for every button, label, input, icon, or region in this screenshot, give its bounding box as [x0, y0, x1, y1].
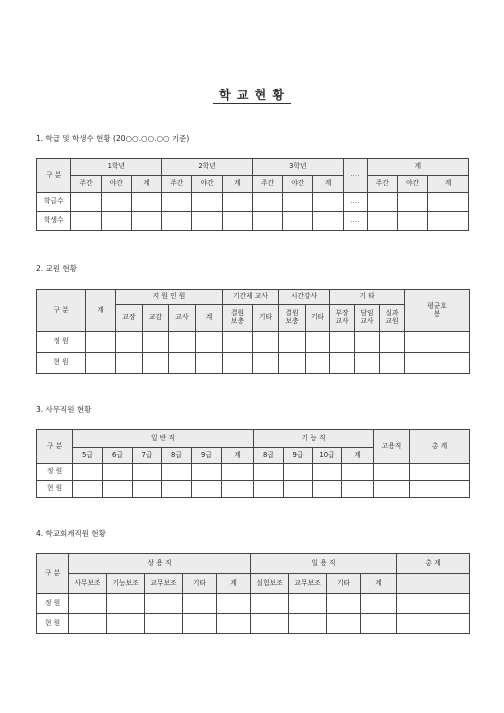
office-staff-table [36, 429, 470, 498]
s2-sub-homeroom: 담임교사 [355, 305, 380, 332]
s3-sub-7: 7급 [133, 448, 162, 464]
s2-sub-etc: 기타 [253, 305, 279, 332]
s4-sub-lab: 실험보조 [251, 574, 289, 594]
s4-sub-etc2: 기타 [327, 574, 361, 594]
table-row [37, 464, 470, 481]
s1-sub-sum: 계 [222, 176, 252, 193]
s2-sub-principal: 교장 [116, 305, 143, 332]
s4-gubun-header: 구 분 [37, 554, 69, 594]
s2-group-contract: 기간제 교사 [223, 290, 279, 305]
page-title [0, 86, 504, 103]
s1-grade1-header: 1학년 [71, 159, 162, 176]
s4-group-regular: 상 용 직 [69, 554, 251, 574]
table-row [37, 212, 469, 231]
s2-sub-practical: 실과교원 [380, 305, 405, 332]
table-row [37, 594, 470, 614]
s1-sub-night: 야간 [283, 176, 313, 193]
s2-sub-sum: 계 [196, 305, 223, 332]
s2-total-header: 계 [86, 290, 116, 332]
s3-sub-8b: 8급 [254, 448, 284, 464]
table-row [37, 481, 470, 498]
s2-sub-fill: 결원보충 [279, 305, 306, 332]
s3-sub-6: 6급 [103, 448, 133, 464]
student-table [36, 158, 469, 231]
row-label: 학생수 [37, 212, 71, 231]
s1-sub-sum: 계 [313, 176, 343, 193]
s3-sub-5: 5급 [73, 448, 103, 464]
s4-sub-academic: 교무보조 [145, 574, 183, 594]
s4-group-daily: 일 용 직 [251, 554, 397, 574]
s4-sub-office: 사무보조 [69, 574, 107, 594]
s3-sub-10: 10급 [313, 448, 342, 464]
s1-sub-day: 주간 [162, 176, 192, 193]
s2-group-staff: 지 원 인 원 [116, 290, 223, 305]
s3-total-header: 총 계 [410, 430, 470, 464]
dots-cell: .... [343, 212, 367, 231]
s1-sub-sum: 계 [131, 176, 161, 193]
s3-sub-9: 9급 [192, 448, 222, 464]
s1-sub-night: 야간 [397, 176, 427, 193]
row-label: 정 원 [37, 464, 73, 481]
s3-employ-header: 고용직 [374, 430, 410, 464]
s2-avg-header: 평균호봉 [405, 290, 470, 332]
s3-group-technical: 기 능 직 [254, 430, 374, 448]
row-label: 정 원 [37, 332, 86, 353]
s4-sub-academic2: 교무보조 [289, 574, 327, 594]
s4-sub-sum2: 계 [361, 574, 397, 594]
s2-group-other: 기 타 [330, 290, 405, 305]
section-3-heading: 3. 사무직원 현황 [36, 405, 92, 414]
row-label: 현 원 [37, 481, 73, 498]
row-label: 정 원 [37, 594, 69, 614]
s1-sub-day: 주간 [252, 176, 282, 193]
s3-sub-sum2: 계 [342, 448, 374, 464]
s2-sub-vice: 교감 [143, 305, 169, 332]
section-2-heading: 2. 교원 현황 [36, 264, 77, 273]
dots-cell: .... [343, 193, 367, 212]
s4-sub-etc: 기타 [183, 574, 217, 594]
s3-sub-8: 8급 [162, 448, 192, 464]
s1-grade2-header: 2학년 [162, 159, 253, 176]
s2-group-lecturer: 시간강사 [279, 290, 330, 305]
s2-gubun-header: 구 분 [37, 290, 86, 332]
s3-gubun-header: 구 분 [37, 430, 73, 464]
table-row [37, 332, 470, 353]
s2-sub-etc: 기타 [306, 305, 330, 332]
s1-grade3-header: 3학년 [252, 159, 343, 176]
s1-gubun-header: 구 분 [37, 159, 71, 193]
s4-sub-sum: 계 [217, 574, 251, 594]
row-label: 현 원 [37, 614, 69, 634]
section-1-heading: 1. 학급 및 학생수 현황 (20○○.○○.○○ 기준) [36, 134, 190, 143]
row-label: 학급수 [37, 193, 71, 212]
s1-dots-header: .... [343, 159, 367, 193]
s1-total-header: 계 [367, 159, 468, 176]
table-row [37, 614, 470, 634]
row-label: 현 원 [37, 353, 86, 374]
s4-sub-function: 기능보조 [107, 574, 145, 594]
section-4-heading: 4. 학교회계직원 현황 [36, 529, 106, 538]
s1-sub-night: 야간 [101, 176, 131, 193]
s3-sub-sum: 계 [222, 448, 254, 464]
table-row [37, 353, 470, 374]
s2-sub-head: 부장교사 [330, 305, 355, 332]
s4-total-header: 총 계 [397, 554, 470, 574]
s1-sub-sum: 계 [428, 176, 469, 193]
s1-sub-day: 주간 [71, 176, 101, 193]
accounting-staff-table [36, 553, 470, 634]
s1-sub-day: 주간 [367, 176, 397, 193]
table-row [37, 193, 469, 212]
s1-sub-night: 야간 [192, 176, 222, 193]
s3-sub-9b: 9급 [284, 448, 313, 464]
page-title-text: 학 교 현 황 [213, 88, 291, 104]
teacher-table [36, 289, 470, 374]
s3-group-general: 일 반 직 [73, 430, 254, 448]
s4-total-empty [397, 574, 470, 594]
s2-sub-fill: 결원보충 [223, 305, 253, 332]
s2-sub-teacher: 교사 [169, 305, 196, 332]
